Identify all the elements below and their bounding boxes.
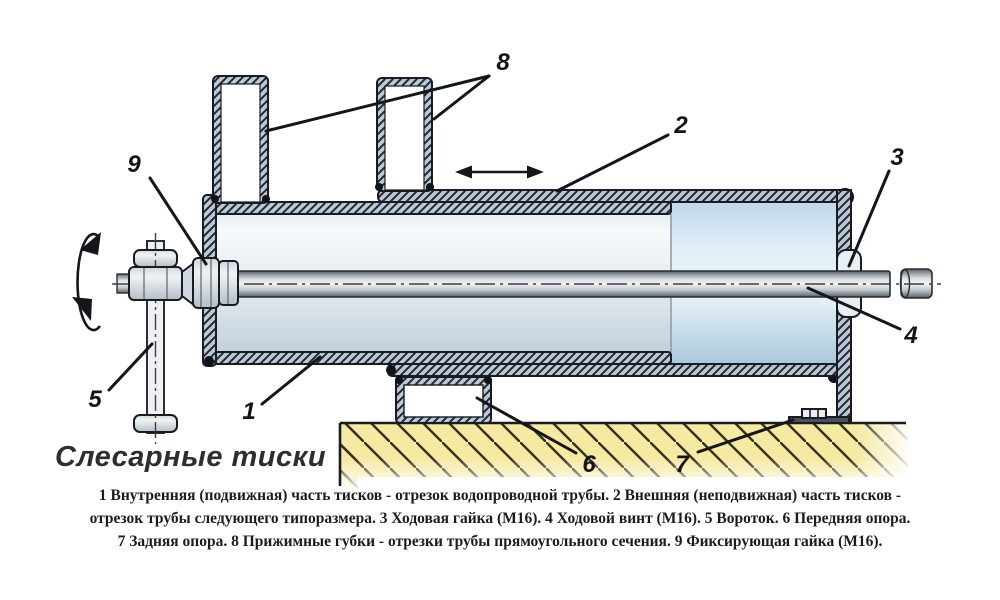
outer-pipe-bottom-wall [388, 364, 838, 376]
part-label-7: 7 [675, 451, 689, 478]
leader-5 [109, 344, 152, 390]
fixing-nut-m16 [193, 258, 219, 308]
part-label-3: 3 [890, 144, 904, 171]
jaw-left [211, 76, 270, 203]
part-label-5: 5 [88, 386, 102, 413]
weld-blob-bottom-left [386, 365, 396, 375]
part-label-9: 9 [127, 151, 141, 178]
weld-blob [211, 195, 219, 203]
weld-blob [426, 183, 434, 191]
screw-hex-head [129, 267, 182, 300]
part-label-1: 1 [242, 398, 256, 425]
weld-blob [484, 376, 492, 384]
weld-blob [262, 195, 270, 203]
weld-blob [395, 376, 403, 384]
bench-surface [338, 421, 915, 492]
rear-support [802, 409, 826, 418]
jaw-right [375, 78, 434, 191]
double-arrow-icon [455, 166, 544, 179]
part-label-2: 2 [674, 112, 688, 139]
leader-2 [557, 135, 668, 191]
part-label-4: 4 [904, 322, 918, 349]
figure-title: Слесарные тиски [55, 441, 327, 473]
caption-line-1: 1 Внутренняя (подвижная) часть тисков - отрезок водопроводной трубы. 2 Внешняя (неподвижная) часть тисков - [98, 487, 902, 504]
outer-pipe-top-wall [378, 190, 847, 202]
caption-line-2: отрезок трубы следующего типоразмера. 3 Ходовая гайка (М16). 4 Ходовой винт (М16). 5 Вороток. 6 Передняя опора. [89, 510, 911, 527]
part-label-8: 8 [496, 49, 510, 76]
inner-pipe-top-wall [204, 202, 671, 214]
rotation-arrow-icon [72, 232, 101, 330]
caption-line-3: 7 Задняя опора. 8 Прижимные губки - отрезки трубы прямоугольного сечения. 9 Фиксирующая гайка (М16). [117, 533, 883, 550]
weld-blob-cap-bottom [204, 356, 214, 366]
part-label-6: 6 [582, 451, 596, 478]
inner-pipe-bottom-wall [204, 352, 671, 364]
handle-bar [134, 233, 177, 444]
weld-blob [375, 183, 383, 191]
figure-caption [0, 484, 1000, 553]
leader-3 [849, 171, 889, 266]
